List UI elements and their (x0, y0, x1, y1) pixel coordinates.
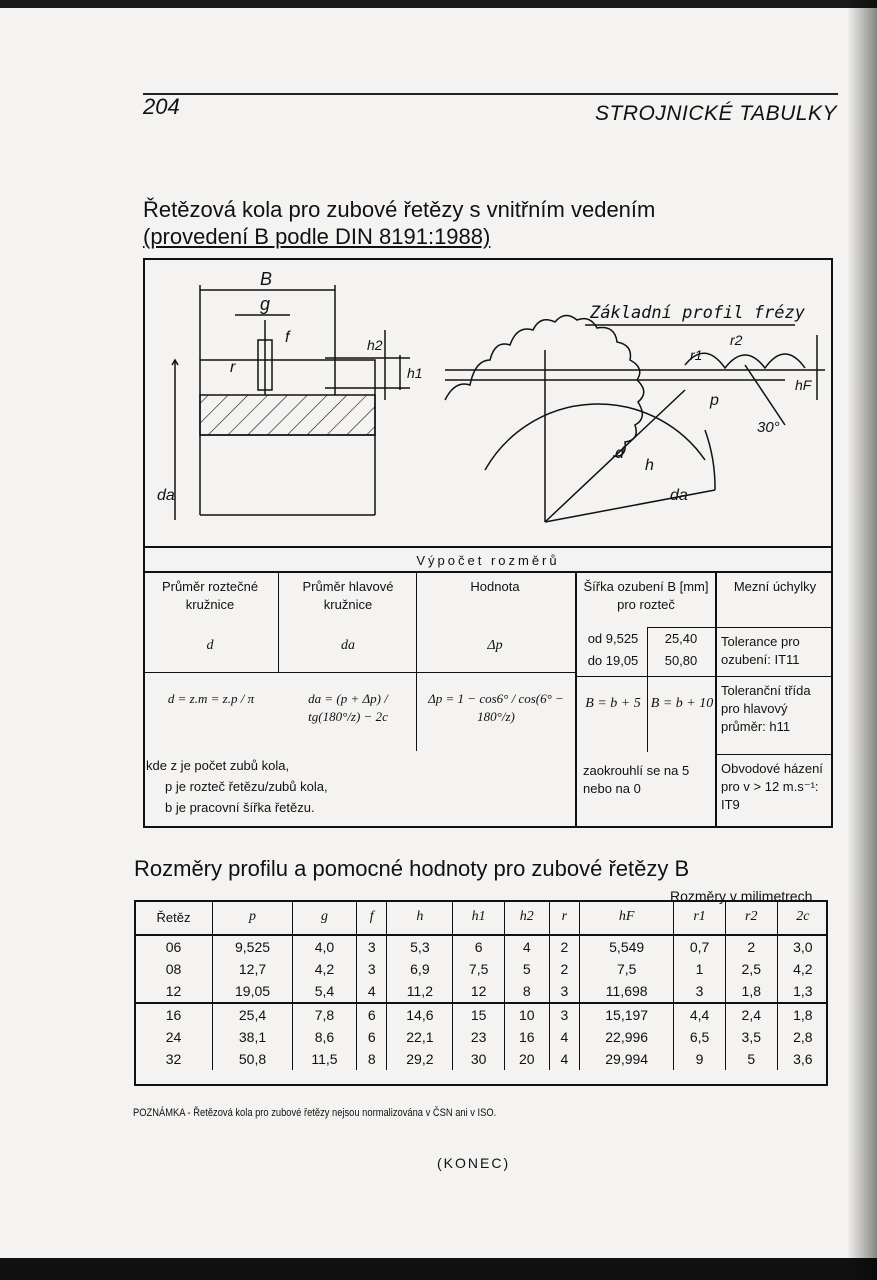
table-cell: 3,6 (777, 1048, 828, 1070)
table-cell: 9 (674, 1048, 726, 1070)
scan-right-edge (847, 0, 877, 1280)
table-cell: 6,9 (387, 958, 453, 980)
table-cell: 15,197 (580, 1003, 674, 1026)
calc-col2-head: Průměr hlavové kružnice (302, 579, 394, 612)
calc-col4-r2b: 50,80 (664, 653, 698, 668)
table-cell: 2 (549, 935, 580, 958)
table-cell: 6 (356, 1026, 387, 1048)
table-cell: 4,4 (674, 1003, 726, 1026)
calc-col1-formula: d = z.m = z.p / π (167, 691, 255, 706)
calc-row-line (647, 627, 715, 628)
label-angle: 30° (757, 419, 780, 436)
label-h2: h2 (367, 337, 383, 353)
calc-col4-r1b: 25,40 (664, 631, 698, 646)
table-cell: 15 (453, 1003, 505, 1026)
section2-title: Rozměry profilu a pomocné hodnoty pro zubové řetězy B (134, 856, 690, 881)
table-cell: 22,1 (387, 1026, 453, 1048)
table-cell: 8 (504, 980, 549, 1003)
calc-footnote1: kde z je počet zubů kola, (146, 758, 290, 773)
table-cell: 14,6 (387, 1003, 453, 1026)
table-cell: 12 (135, 980, 213, 1003)
calc-row-line (715, 627, 833, 628)
table-cell: 12,7 (213, 958, 293, 980)
table-cell: 06 (135, 935, 213, 958)
dims-header-cell: g (293, 900, 357, 935)
table-cell: 7,5 (453, 958, 505, 980)
calc-row-line (715, 676, 833, 677)
table-cell: 4 (356, 980, 387, 1003)
table-cell: 3 (356, 935, 387, 958)
calc-col4-r1a: od 9,525 (587, 631, 639, 646)
section-title (143, 196, 803, 250)
calc-top-line (143, 546, 833, 548)
label-da: da (157, 487, 175, 504)
table-cell: 29,2 (387, 1048, 453, 1070)
dims-header-cell: h (387, 900, 453, 935)
table-cell: 3 (356, 958, 387, 980)
label-h: h (645, 457, 654, 474)
table-cell: 23 (453, 1026, 505, 1048)
table-cell: 3 (674, 980, 726, 1003)
dims-header-cell: r2 (725, 900, 777, 935)
table-cell: 5,4 (293, 980, 357, 1003)
dims-header-cell: h2 (504, 900, 549, 935)
table-cell: 4 (504, 935, 549, 958)
table-cell: 1,8 (725, 980, 777, 1003)
label-p: p (710, 392, 719, 409)
section-title-line2: (provedení B podle DIN 8191:1988) (143, 224, 491, 249)
table-row (135, 1026, 829, 1048)
end-mark: (KONEC) (437, 1155, 511, 1171)
calc-col3-sym: Δp (487, 638, 503, 653)
table-cell: 16 (504, 1026, 549, 1048)
table-cell: 2,8 (777, 1026, 828, 1048)
calc-col3-formula: Δp = 1 − cos6° / cos(6° − 180°/z) (428, 691, 564, 724)
table-cell: 5 (725, 1048, 777, 1070)
calc-head-line (143, 672, 575, 673)
calc-col4-head: Šířka ozubení B [mm] pro rozteč (583, 579, 709, 612)
label-r1: r1 (690, 347, 703, 363)
table-row (135, 1003, 829, 1026)
label-d: d (615, 445, 624, 462)
table-cell: 32 (135, 1048, 213, 1070)
profile-caption: Základní profil frézy (590, 303, 805, 323)
table-cell: 6 (453, 935, 505, 958)
sprocket-drawing (145, 260, 831, 546)
calc-col3-head: Hodnota (470, 579, 520, 594)
table-cell: 6 (356, 1003, 387, 1026)
table-cell: 5,549 (580, 935, 674, 958)
table-cell: 7,8 (293, 1003, 357, 1026)
calc-col-line (416, 573, 417, 751)
calc-col1-sym: d (206, 638, 214, 653)
table-cell: 7,5 (580, 958, 674, 980)
label-hF: hF (795, 377, 812, 393)
calc-row-line (577, 676, 715, 677)
table-cell: 08 (135, 958, 213, 980)
table-cell: 38,1 (213, 1026, 293, 1048)
table-cell: 30 (453, 1048, 505, 1070)
table-cell: 11,2 (387, 980, 453, 1003)
hatched-section (200, 395, 375, 435)
calc-col5-t2: Toleranční třída pro hlavový průměr: h11 (721, 683, 811, 734)
table-cell: 29,994 (580, 1048, 674, 1070)
table-cell: 12 (453, 980, 505, 1003)
label-r: r (230, 359, 236, 376)
calc-footnote3: b je pracovní šířka řetězu. (165, 800, 315, 815)
table-cell: 50,8 (213, 1048, 293, 1070)
table-cell: 1,8 (777, 1003, 828, 1026)
table-row (135, 958, 829, 980)
calc-col-line (278, 573, 279, 673)
calc-title: Výpočet rozměrů (416, 553, 560, 568)
dims-header-cell: hF (580, 900, 674, 935)
calc-col4-round: zaokrouhlí se na 5 nebo na 0 (583, 763, 690, 796)
dims-header-cell: h1 (453, 900, 505, 935)
table-cell: 1,3 (777, 980, 828, 1003)
dims-header-cell: f (356, 900, 387, 935)
label-f: f (285, 329, 290, 346)
table-cell: 8,6 (293, 1026, 357, 1048)
table-cell: 11,5 (293, 1048, 357, 1070)
calc-title-line (143, 571, 833, 573)
calc-col5-head: Mezní úchylky (733, 579, 817, 594)
table-cell: 2 (725, 935, 777, 958)
dims-header-cell: 2c (777, 900, 828, 935)
calc-col5-t3: Obvodové házení pro v > 12 m.s⁻¹: IT9 (721, 761, 823, 812)
table-cell: 4 (549, 1026, 580, 1048)
dims-header-cell: r1 (674, 900, 726, 935)
table-cell: 5 (504, 958, 549, 980)
dims-header-cell: r (549, 900, 580, 935)
footnote: POZNÁMKA - Řetězová kola pro zubové řetězy nejsou normalizována v ČSN ani v ISO. (133, 1107, 497, 1119)
table-cell: 6,5 (674, 1026, 726, 1048)
table-cell: 10 (504, 1003, 549, 1026)
dims-header-cell: p (213, 900, 293, 935)
table-cell: 24 (135, 1026, 213, 1048)
calc-col5-t1: Tolerance pro ozubení: IT11 (721, 634, 800, 667)
table-cell: 2,4 (725, 1003, 777, 1026)
calc-col2-sym: da (341, 638, 355, 653)
units-note: Rozměry v milimetrech (670, 888, 813, 904)
calc-footnote2: p je rozteč řetězu/zubů kola, (165, 779, 328, 794)
table-row (135, 1048, 829, 1070)
table-row (135, 935, 829, 958)
calc-row-line (715, 754, 833, 755)
table-cell: 4,2 (293, 958, 357, 980)
table-cell: 9,525 (213, 935, 293, 958)
label-h1: h1 (407, 365, 423, 381)
label-da2: da (670, 487, 688, 504)
table-cell: 0,7 (674, 935, 726, 958)
label-B: B (260, 269, 273, 289)
table-row (135, 980, 829, 1003)
table-cell: 3 (549, 980, 580, 1003)
table-cell: 3 (549, 1003, 580, 1026)
calc-col4-f2: B = b + 10 (650, 696, 714, 711)
table-cell: 16 (135, 1003, 213, 1026)
table-cell: 3,5 (725, 1026, 777, 1048)
table-cell: 3,0 (777, 935, 828, 958)
calc-col4-r2a: do 19,05 (587, 653, 639, 668)
table-cell: 4,0 (293, 935, 357, 958)
table-cell: 20 (504, 1048, 549, 1070)
calc-col2-formula: da = (p + Δp) / tg(180°/z) − 2c (308, 691, 388, 724)
dims-table (134, 900, 828, 1070)
calc-col-line (647, 627, 648, 752)
table-cell: 22,996 (580, 1026, 674, 1048)
page-number: 204 (143, 94, 180, 119)
label-g: g (260, 294, 271, 314)
section-title-line1: Řetězová kola pro zubové řetězy s vnitřním vedením (143, 197, 656, 222)
table-cell: 11,698 (580, 980, 674, 1003)
running-head: STROJNICKÉ TABULKY (595, 102, 837, 125)
table-cell: 1 (674, 958, 726, 980)
table-cell: 8 (356, 1048, 387, 1070)
table-cell: 4,2 (777, 958, 828, 980)
calc-col-line (575, 573, 577, 828)
calc-col4-f1: B = b + 5 (585, 696, 641, 711)
table-cell: 19,05 (213, 980, 293, 1003)
table-cell: 5,3 (387, 935, 453, 958)
table-cell: 2 (549, 958, 580, 980)
dims-header-cell: Řetěz (135, 900, 213, 935)
header-rule (143, 93, 838, 95)
table-cell: 4 (549, 1048, 580, 1070)
label-r2: r2 (730, 332, 743, 348)
calc-col1-head: Průměr roztečné kružnice (161, 579, 259, 612)
table-cell: 2,5 (725, 958, 777, 980)
table-cell: 25,4 (213, 1003, 293, 1026)
calc-col-line (715, 573, 717, 828)
